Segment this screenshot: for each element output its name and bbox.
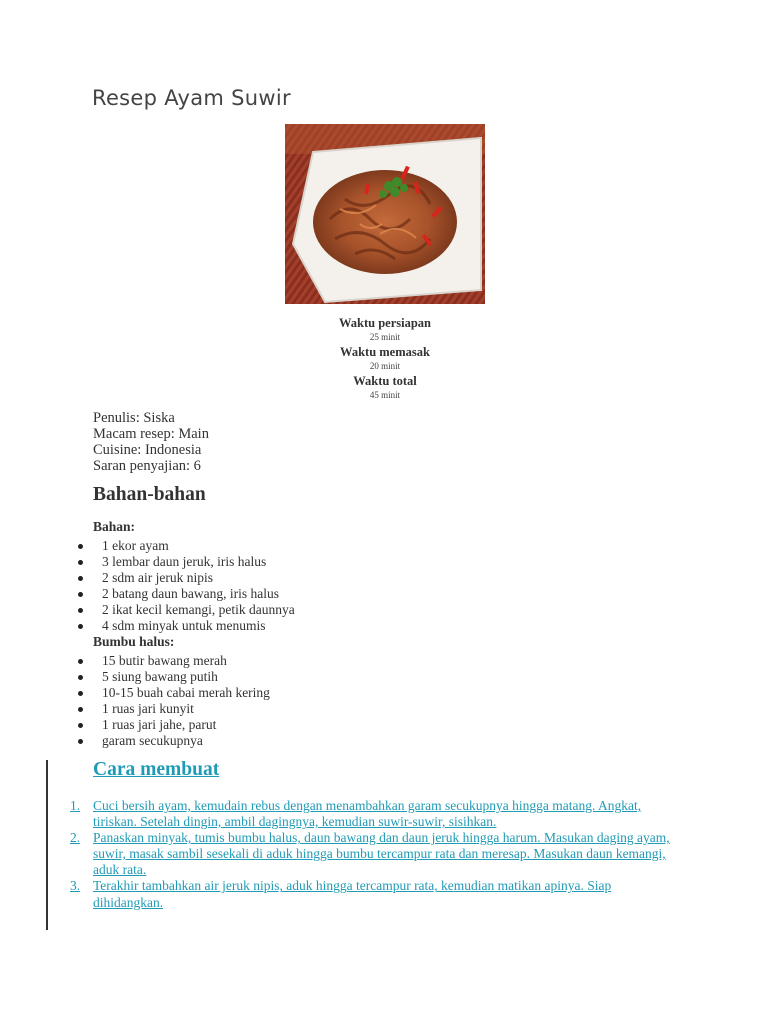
recipe-photo-image — [285, 124, 485, 304]
step-text: Terakhir tambahkan air jeruk nipis, aduk hingga tercampur rata, kemudian matikan apinya. Siap dihidangkan. — [93, 878, 612, 910]
total-time-label: Waktu total — [353, 374, 417, 388]
bullet-icon — [78, 723, 83, 728]
method-heading-link[interactable]: Cara membuat — [93, 759, 220, 780]
list-item: 10-15 buah cabai merah kering — [78, 685, 270, 701]
bumbu-list — [78, 653, 270, 750]
list-item: 3 lembar daun jeruk, iris halus — [78, 554, 295, 570]
list-item: 1 ruas jari kunyit — [78, 701, 270, 717]
bahan-label: Bahan: — [93, 519, 136, 534]
step-item[interactable] — [68, 798, 678, 830]
bahan-list — [78, 538, 295, 635]
list-item: 2 sdm air jeruk nipis — [78, 570, 295, 586]
bullet-icon — [78, 608, 83, 613]
total-time-value: 45 minit — [369, 390, 401, 400]
prep-time-value: 25 minit — [369, 332, 401, 342]
cook-time-value: 20 minit — [369, 361, 401, 371]
step-item[interactable] — [68, 830, 678, 878]
bullet-icon — [78, 592, 83, 597]
step-number: 3. — [70, 878, 81, 894]
bullet-icon — [78, 560, 83, 565]
list-item: 2 batang daun bawang, iris halus — [78, 586, 295, 602]
servings: Saran penyajian: 6 — [93, 458, 201, 474]
list-item: 1 ruas jari jahe, parut — [78, 717, 270, 733]
list-item: 5 siung bawang putih — [78, 669, 270, 685]
cook-time-label: Waktu memasak — [340, 345, 430, 359]
page-title: Resep Ayam Suwir — [92, 86, 291, 110]
time-info — [285, 316, 485, 403]
step-number: 2. — [70, 830, 81, 846]
recipe-meta — [93, 410, 209, 474]
author: Penulis: Siska — [93, 410, 175, 426]
bullet-icon — [78, 624, 83, 629]
bullet-icon — [78, 675, 83, 680]
recipe-photo — [285, 124, 485, 304]
recipe-type: Macam resep: Main — [93, 426, 209, 442]
list-item: 15 butir bawang merah — [78, 653, 270, 669]
bullet-icon — [78, 659, 83, 664]
bullet-icon — [78, 707, 83, 712]
step-text: Panaskan minyak, tumis bumbu halus, daun bawang dan daun jeruk hingga harum. Masukan daging ayam, suwir, masak sambil sesekali di aduk hingga bumbu tercampur rata dan meresap. Masukan daun kemangi, aduk rata. — [93, 830, 670, 878]
list-item: 2 ikat kecil kemangi, petik daunnya — [78, 602, 295, 618]
list-item: 1 ekor ayam — [78, 538, 295, 554]
step-item[interactable] — [68, 878, 678, 910]
bullet-icon — [78, 691, 83, 696]
step-number: 1. — [70, 798, 81, 813]
cuisine: Cuisine: Indonesia — [93, 442, 202, 458]
list-item: garam secukupnya — [78, 733, 270, 749]
bullet-icon — [78, 739, 83, 744]
change-bar — [46, 760, 48, 930]
ingredients-heading: Bahan-bahan — [93, 484, 206, 505]
bullet-icon — [78, 576, 83, 581]
bumbu-label: Bumbu halus: — [93, 634, 175, 649]
prep-time-label: Waktu persiapan — [338, 316, 432, 330]
list-item: 4 sdm minyak untuk menumis — [78, 618, 295, 634]
method-steps — [68, 798, 678, 911]
bullet-icon — [78, 544, 83, 549]
step-text: Cuci bersih ayam, kemudain rebus dengan menambahkan garam secukupnya hingga matang. Angkat, tiriskan. Setelah dingin, ambil dagingnya, kemudian suwir-suwir, sisihkan. — [93, 798, 642, 830]
